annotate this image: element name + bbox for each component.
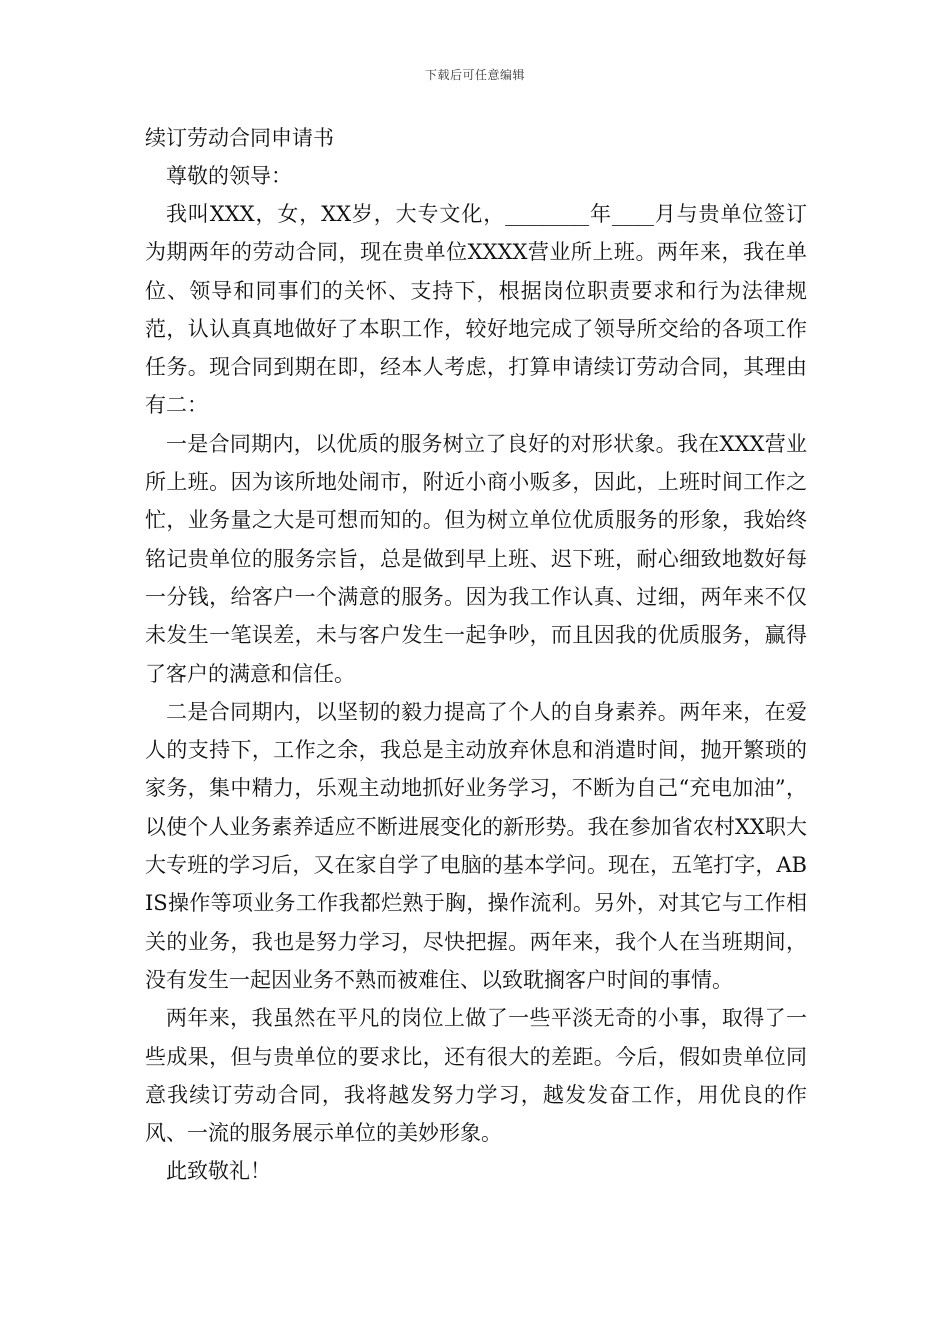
- paragraph-conclusion: 两年来，我虽然在平凡的岗位上做了一些平淡无奇的小事，取得了一些成果，但与贵单位的要求比，还有很大的差距。今后，假如贵单位同意我续订劳动合同，我将越发努力学习，越发发奋工作，用优良的作风、一流的服务展示单位的美妙形象。: [145, 1006, 807, 1146]
- paragraph-reason-one: 一是合同期内，以优质的服务树立了良好的对形状象。我在XXX营业所上班。因为该所地处闹市，附近小商小贩多，因此，上班时间工作之忙，业务量之大是可想而知的。但为树立单位优质服务的形象，我始终铭记贵单位的服务宗旨，总是做到早上班、迟下班，耐心细致地数好每一分钱，给客户一个满意的服务。因为我工作认真、过细，两年来不仅未发生一笔误差，未与客户发生一起争吵，而且因我的优质服务，赢得了客户的满意和信任。: [145, 431, 807, 686]
- header-note: 下载后可任意编辑: [424, 68, 525, 82]
- document-body: [145, 119, 807, 1190]
- document-title: 续订劳动合同申请书: [145, 126, 334, 150]
- paragraph-intro: 我叫XXX，女，XX岁，大专文化，________年____月与贵单位签订为期两年的劳动合同，现在贵单位XXXX营业所上班。两年来，我在单位、领导和同事们的关怀、支持下，根据岗位职责要求和行为法律规范，认认真真地做好了本职工作，较好地完成了领导所交给的各项工作任务。现合同到期在即，经本人考虑，打算申请续订劳动合同，其理由有二：: [145, 202, 807, 418]
- closing: 此致敬礼！: [166, 1159, 271, 1184]
- paragraph-reason-two: 二是合同期内，以坚韧的毅力提高了个人的自身素养。两年来，在爱人的支持下，工作之余，我总是主动放弃休息和消遣时间，抛开繁琐的家务，集中精力，乐观主动地抓好业务学习，不断为自己“充电加油”，以使个人业务素养适应不断进展变化的新形势。我在参加省农村XX职大大专班的学习后，又在家自学了电脑的基本学问。现在，五笔打字，ABIS操作等项业务工作我都烂熟于胸，操作流利。另外，对其它与工作相关的业务，我也是努力学习，尽快把握。两年来，我个人在当班期间，没有发生一起因业务不熟而被难住、以致耽搁客户时间的事情。: [145, 699, 807, 992]
- salutation: 尊敬的领导：: [166, 164, 292, 188]
